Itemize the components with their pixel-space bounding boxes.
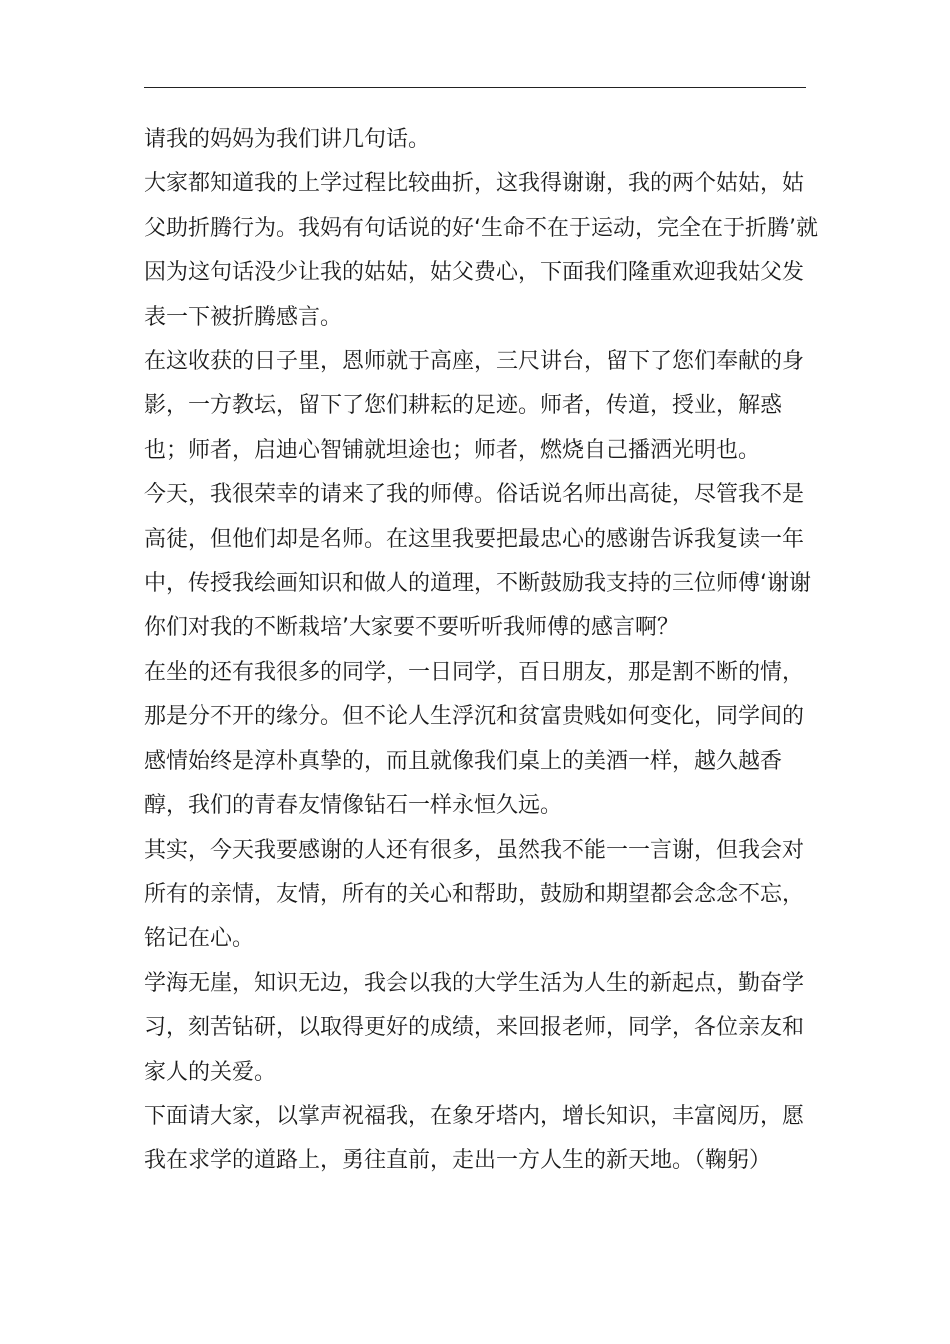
paragraph-4: 今天，我很荣幸的请来了我的师傅。俗话说名师出高徒，尽管我不是高徒，但他们却是名师。在这里我要把最忠心的感谢告诉我复读一年中，传授我绘画知识和做人的道理，不断鼓励我支持的三位师傅‘谢谢你们对我的不断栽培’大家要不要听听我师傅的感言啊？ (144, 482, 811, 641)
paragraph-1: 请我的妈妈为我们讲几句话。 (144, 127, 431, 152)
header-rule (144, 87, 806, 88)
paragraph-8: 下面请大家，以掌声祝福我，在象牙塔内，增长知识，丰富阅历，愿我在求学的道路上，勇往直前，走出一方人生的新天地。（鞠躬） (144, 1103, 805, 1174)
paragraph-2: 大家都知道我的上学过程比较曲折，这我得谢谢，我的两个姑姑，姑父助折腾行为。我妈有句话说的好‘生命不在于运动，完全在于折腾’就因为这句话没少让我的姑姑，姑父费心，下面我们隆重欢迎我姑父发表一下被折腾感言。 (144, 171, 818, 330)
paragraph-7: 学海无崖，知识无边，我会以我的大学生活为人生的新起点，勤奋学习，刻苦钻研，以取得更好的成绩，来回报老师，同学，各位亲友和家人的关爱。 (144, 970, 805, 1085)
document-body (144, 118, 820, 1184)
paragraph-6: 其实，今天我要感谢的人还有很多，虽然我不能一一言谢，但我会对所有的亲情，友情，所有的关心和帮助，鼓励和期望都会念念不忘，铭记在心。 (144, 837, 805, 952)
paragraph-3: 在这收获的日子里，恩师就于高座，三尺讲台，留下了您们奉献的身影，一方教坛，留下了您们耕耘的足迹。师者，传道，授业，解惑也；师者，启迪心智铺就坦途也；师者，燃烧自己播洒光明也。 (144, 349, 805, 463)
paragraph-5: 在坐的还有我很多的同学，一日同学，百日朋友，那是割不断的情，那是分不开的缘分。但不论人生浮沉和贫富贵贱如何变化，同学间的感情始终是淳朴真挚的，而且就像我们桌上的美酒一样，越久越香醇，我们的青春友情像钻石一样永恒久远。 (144, 659, 805, 819)
